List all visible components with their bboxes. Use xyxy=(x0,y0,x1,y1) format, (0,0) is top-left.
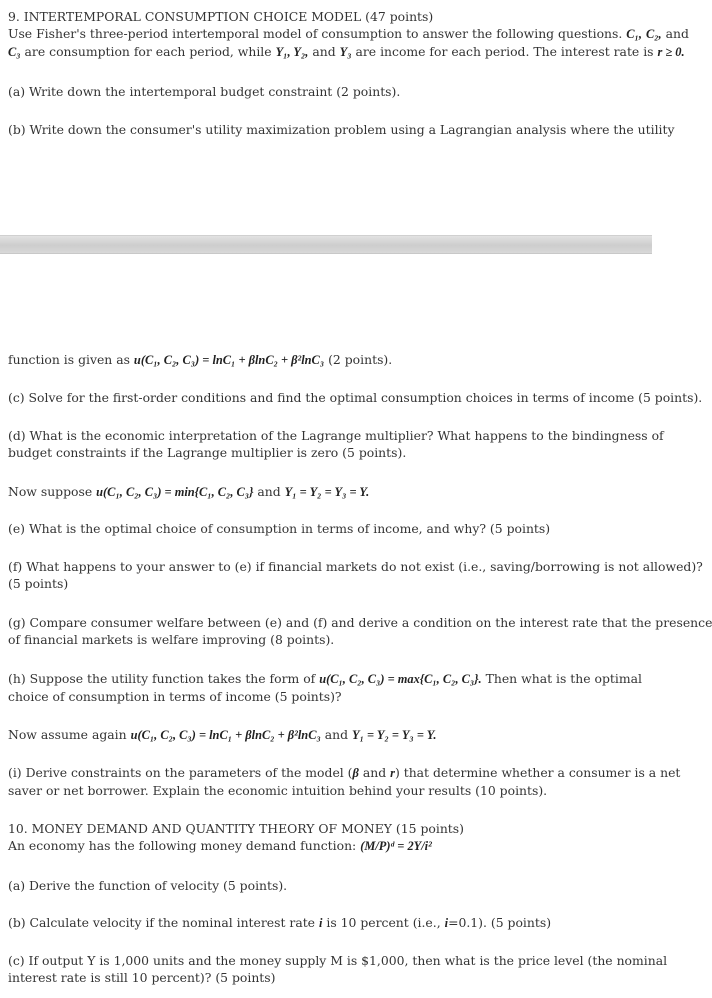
q9-part-i: (i) Derive constraints on the parameters of the model (β and r) that determine whether a consumer is a net saver or net borrower. Explain the economic intuition behind your results (10 points). xyxy=(8,765,681,798)
q10-title: 10. MONEY DEMAND AND QUANTITY THEORY OF MONEY (15 points) xyxy=(8,821,464,836)
q9-part-b-line2: function is given as u(C₁, C₂, C₃) = lnC₁ + βlnC₂ + β²lnC₃ (2 points). xyxy=(8,352,393,367)
q9-part-d: (d) What is the economic interpretation of the Lagrange multiplier? What happens to the bindingness of budget constraints if the Lagrange multiplier is zero (5 points). xyxy=(8,428,664,460)
q10-header xyxy=(8,820,638,855)
q9-now-assume-ln: Now assume again u(C₁, C₂, C₃) = lnC₁ + βlnC₂ + β²lnC₃ and Y₁ = Y₂ = Y₃ = Y. xyxy=(8,727,437,742)
q9-now-suppose-min: Now suppose u(C₁, C₂, C₃) = min{C₁, C₂, C₃} and Y₁ = Y₂ = Y₃ = Y. xyxy=(8,484,370,499)
q10-part-a: (a) Derive the function of velocity (5 points). xyxy=(8,878,288,893)
q9-part-e: (e) What is the optimal choice of consumption in terms of income, and why? (5 points) xyxy=(8,521,551,536)
q9-part-b-line1: (b) Write down the consumer's utility maximization problem using a Lagrangian analysis where the utility xyxy=(8,122,675,137)
q9-intro-line2: C₃ are consumption for each period, while Y₁, Y₂, and Y₃ are income for each period. The interest rate is r ≥ 0. xyxy=(8,44,685,59)
page-break-divider xyxy=(0,235,652,254)
q9-part-c: (c) Solve for the first-order conditions and find the optimal consumption choices in terms of income (5 points). xyxy=(8,390,703,405)
q9-intro-line1: Use Fisher's three-period intertemporal model of consumption to answer the following questions. C₁, C₂, and xyxy=(8,26,689,41)
q10-part-c: (c) If output Y is 1,000 units and the money supply M is $1,000, then what is the price level (the nominal interest rate is still 10 percent)? (5 points) xyxy=(8,953,668,985)
q9-part-h: (h) Suppose the utility function takes the form of u(C₁, C₂, C₃) = max{C₁, C₂, C₃}. Then what is the optimal choice of consumption in terms of income (5 points)? xyxy=(8,671,642,704)
q9-part-g: (g) Compare consumer welfare between (e) and (f) and derive a condition on the interest rate that the presence of financial markets is welfare improving (8 points). xyxy=(8,615,712,647)
q9-title: 9. INTERTEMPORAL CONSUMPTION CHOICE MODEL (47 points) xyxy=(8,9,434,24)
q9-part-f: (f) What happens to your answer to (e) if financial markets do not exist (i.e., saving/borrowing is not allowed)? (5 points) xyxy=(8,559,703,591)
q10-intro: An economy has the following money demand function: (M/P)ᵈ = 2Y/i² xyxy=(8,838,432,853)
q9-part-a: (a) Write down the intertemporal budget constraint (2 points). xyxy=(8,84,401,99)
q10-part-b: (b) Calculate velocity if the nominal interest rate i is 10 percent (i.e., i=0.1). (5 points) xyxy=(8,915,552,930)
q9-header xyxy=(8,8,689,61)
